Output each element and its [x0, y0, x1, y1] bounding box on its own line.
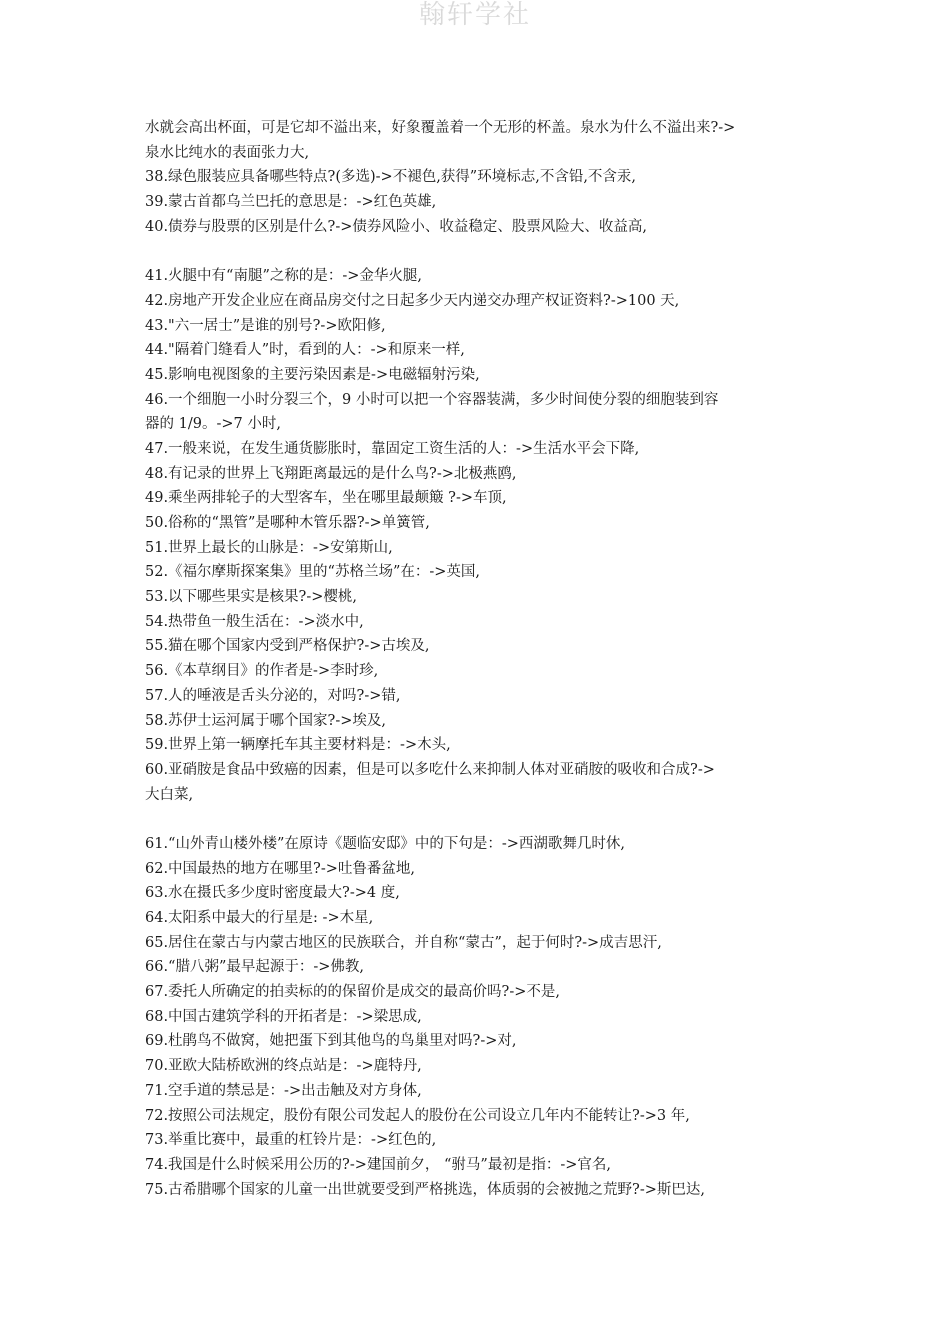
text-line: 53.以下哪些果实是核果?->樱桃, — [145, 589, 357, 606]
text-line: 48.有记录的世界上飞翔距离最远的是什么鸟?->北极燕鸥, — [145, 465, 517, 482]
text-line: 51.世界上最长的山脉是：->安第斯山, — [145, 539, 393, 556]
text-line: 65.居住在蒙古与内蒙古地区的民族联合，并自称“蒙古”，起于何时?->成吉思汗, — [145, 934, 662, 951]
watermark: 翰轩学社 — [418, 0, 531, 30]
text-line: 54.热带鱼一般生活在：->淡水中, — [145, 613, 364, 630]
text-line: 38.绿色服装应具备哪些特点?(多选)->不褪色,获得”环境标志,不含铅,不含汞, — [145, 169, 637, 186]
text-line: 75.古希腊哪个国家的儿童一出世就要受到严格挑选，体质弱的会被抛之荒野?->斯巴达, — [145, 1181, 705, 1198]
text-line: 71.空手道的禁忌是：->出击触及对方身体, — [145, 1082, 422, 1099]
text-line: 58.苏伊士运河属于哪个国家?->埃及, — [145, 712, 386, 729]
text-line: 46.一个细胞一小时分裂三个，9 小时可以把一个容器装满，多少时间使分裂的细胞装到容 — [145, 391, 719, 408]
text-line: 泉水比纯水的表面张力大, — [145, 144, 310, 161]
text-line: 40.债券与股票的区别是什么?->债券风险小、收益稳定、股票风险大、收益高, — [145, 218, 647, 235]
text-line: 45.影响电视图象的主要污染因素是->电磁辐射污染, — [145, 366, 480, 383]
text-line: 49.乘坐两排轮子的大型客车，坐在哪里最颠簸 ?->车顶, — [145, 490, 507, 507]
text-line: 61.“山外青山楼外楼”在原诗《题临安邸》中的下句是：->西湖歌舞几时休, — [145, 835, 626, 852]
text-line: 57.人的唾液是舌头分泌的，对吗?->错, — [145, 687, 401, 704]
text-line: 66.“腊八粥”最早起源于：->佛教, — [145, 959, 365, 976]
text-line: 60.亚硝胺是食品中致癌的因素，但是可以多吃什么来抑制人体对亚硝胺的吸收和合成?-> — [145, 761, 715, 778]
text-line: 72.按照公司法规定，股份有限公司发起人的股份在公司设立几年内不能转让?->3 年, — [145, 1107, 690, 1124]
text-line: 器的 1/9。->7 小时, — [145, 416, 281, 433]
text-line: 52.《福尔摩斯探案集》里的“苏格兰场”在：->英国, — [145, 564, 481, 581]
text-line: 47.一般来说，在发生通货膨胀时，靠固定工资生活的人：->生活水平会下降, — [145, 440, 640, 457]
blank-line — [145, 807, 813, 832]
text-line: 55.猫在哪个国家内受到严格保护?->古埃及, — [145, 638, 430, 655]
text-line: 73.举重比赛中，最重的杠铃片是：->红色的, — [145, 1132, 437, 1149]
document-body — [145, 116, 813, 1202]
text-line: 41.火腿中有“南腿”之称的是：->金华火腿, — [145, 268, 423, 285]
text-line: 44."隔着门缝看人”时，看到的人：->和原来一样, — [145, 342, 465, 359]
text-line: 43."六一居士”是谁的别号?->欧阳修, — [145, 317, 386, 334]
blank-line — [145, 239, 813, 264]
text-line: 59.世界上第一辆摩托车其主要材料是：->木头, — [145, 737, 451, 754]
text-line: 69.杜鹃鸟不做窝，她把蛋下到其他鸟的鸟巢里对吗?->对, — [145, 1033, 517, 1050]
text-line: 水就会高出杯面，可是它却不溢出来，好象覆盖着一个无形的杯盖。泉水为什么不溢出来?-> — [145, 120, 736, 136]
text-line: 42.房地产开发企业应在商品房交付之日起多少天内递交办理产权证资料?->100 天, — [145, 292, 680, 309]
text-line: 67.委托人所确定的拍卖标的的保留价是成交的最高价吗?->不是, — [145, 984, 560, 1001]
text-line: 39.蒙古首都乌兰巴托的意思是：->红色英雄, — [145, 194, 437, 211]
text-line: 70.亚欧大陆桥欧洲的终点站是：->鹿特丹, — [145, 1058, 422, 1075]
text-line: 64.太阳系中最大的行星是: ->木星, — [145, 910, 374, 926]
text-line: 56.《本草纲目》的作者是->李时珍, — [145, 663, 379, 680]
text-line: 63.水在摄氏多少度时密度最大?->4 度, — [145, 885, 400, 902]
text-line: 50.俗称的“黑管”是哪种木管乐器?->单簧管, — [145, 515, 430, 531]
text-line: 大白菜, — [145, 786, 194, 803]
text-line: 62.中国最热的地方在哪里?->吐鲁番盆地, — [145, 860, 415, 877]
text-line: 68.中国古建筑学科的开拓者是：->梁思成, — [145, 1008, 422, 1025]
text-line: 74.我国是什么时候采用公历的?->建国前夕， “驸马”最初是指：->官名, — [145, 1156, 611, 1173]
